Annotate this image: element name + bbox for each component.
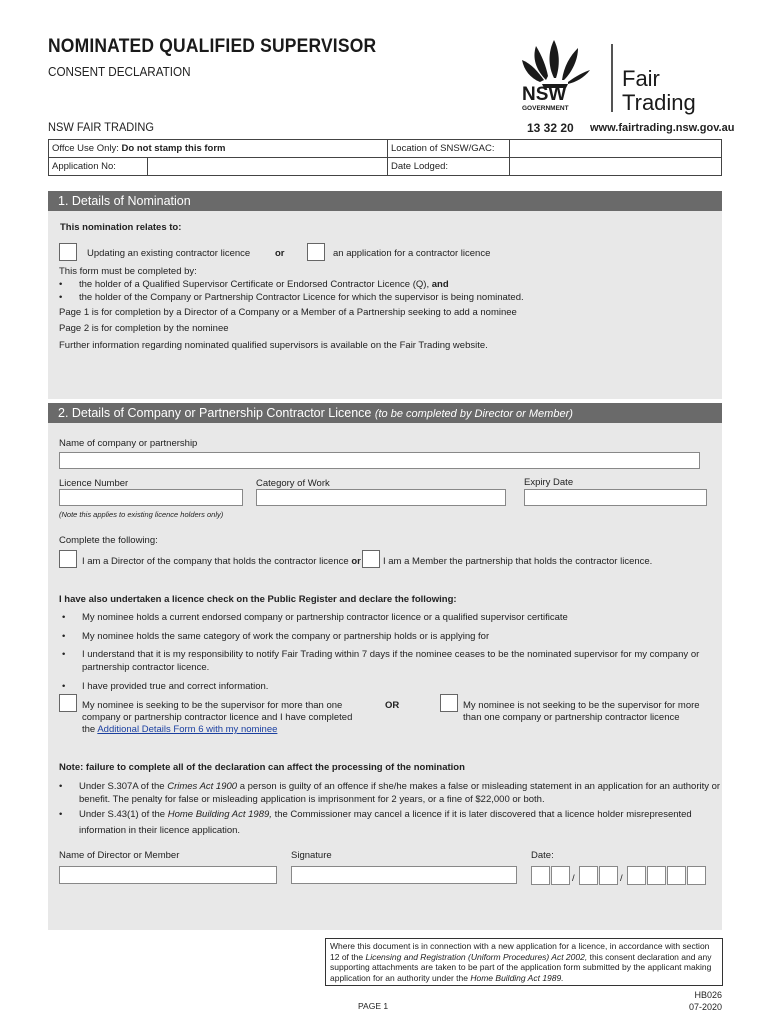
company-name-label: Name of company or partnership [59,438,198,449]
list-item-continued: information in their licence application. [79,825,241,836]
licence-number-label: Licence Number [59,478,129,489]
must-complete-label: This form must be completed by: [59,266,197,277]
date-year-digit[interactable] [687,866,706,885]
svg-text:Trading: Trading [622,90,696,115]
date-lodged-field[interactable] [510,158,722,176]
list-item: • the holder of a Qualified Supervisor Certificate or Endorsed Contractor Licence (Q), and [79,279,449,290]
svg-text:NSW: NSW [522,84,567,105]
section1-panel [48,211,722,399]
date-month-digit[interactable] [579,866,598,885]
list-item: • I understand that it is my responsibility to notify Fair Trading within 7 days if the nominee ceases to be the nominated supervisor for my company or [82,649,699,660]
form-date-code: 07-2020 [688,1002,722,1012]
page2-info: Page 2 is for completion by the nominee [59,323,229,334]
date-year-digit[interactable] [667,866,686,885]
expiry-field[interactable] [524,489,707,506]
company-name-field[interactable] [59,452,700,469]
date-slash: / [572,873,575,884]
seeking-more-checkbox[interactable] [59,694,77,712]
agency-name: NSW FAIR TRADING [48,120,154,134]
date-slash: / [620,873,623,884]
director-checkbox[interactable] [59,550,77,568]
member-label: I am a Member the partnership that holds the contractor licence. [383,556,653,567]
date-month-digit[interactable] [599,866,618,885]
or-separator: OR [385,700,400,711]
page1-info: Page 1 is for completion by a Director of a Company or a Member of a Partnership seeking to add a nominee [59,307,517,318]
list-item: • Under S.307A of the Crimes Act 1900 a person is guilty of an offence if she/he makes a false or misleading statement in an application for an authority or [79,781,720,792]
existing-note: (Note this applies to existing licence holders only) [59,510,224,519]
date-year-digit[interactable] [647,866,666,885]
application-checkbox[interactable] [307,243,325,261]
website-link[interactable]: www.fairtrading.nsw.gov.au [590,122,735,134]
list-item-continued: partnership contractor licence. [82,662,210,673]
undertaken-label: I have also undertaken a licence check on the Public Register and declare the following: [59,594,457,605]
director-name-label: Name of Director or Member [59,850,180,861]
list-item: • I have provided true and correct information. [82,681,268,692]
further-info: Further information regarding nominated qualified supervisors is available on the Fair Trading website. [59,340,488,351]
application-no-label: Application No: [49,158,148,175]
phone-number: 13 32 20 [527,121,574,135]
office-use-label: Offce Use Only: [52,143,119,154]
form-code: HB026 [694,990,722,1000]
date-day-digit[interactable] [531,866,550,885]
not-seeking-checkbox[interactable] [440,694,458,712]
director-label: I am a Director of the company that holds the contractor licence or [82,556,361,567]
or-label: or [275,248,285,259]
relates-label: This nomination relates to: [60,222,182,233]
application-label: an application for a contractor licence [333,248,491,259]
date-label: Date: [531,850,554,861]
date-day-digit[interactable] [551,866,570,885]
nsw-fair-trading-logo [518,36,728,120]
section1-heading: 1. Details of Nomination [48,191,722,211]
office-use-table [48,139,722,176]
form-title: NOMINATED QUALIFIED SUPERVISOR [48,36,377,57]
date-lodged-label: Date Lodged: [388,158,510,176]
list-item: • Under S.43(1) of the Home Building Act 1989, the Commissioner may cancel a licence if it is later discovered that a licence holder misrepresented [79,809,692,820]
expiry-label: Expiry Date [524,477,574,488]
director-name-field[interactable] [59,866,277,884]
section2-heading: 2. Details of Company or Partnership Contractor Licence (to be completed by Director or Member) [48,403,722,423]
complete-following-label: Complete the following: [59,535,158,546]
not-seeking-line1: My nominee is not seeking to be the supervisor for more [463,700,700,711]
list-item-continued: benefit. The penalty for false or misleading application is imprisonment for 2 years, or a fine of $22,000 or both. [79,794,545,805]
seeking-more-line3: the Additional Details Form 6 with my nominee [82,724,278,735]
seeking-more-line1: My nominee is seeking to be the supervisor for more than one [82,700,343,711]
updating-label: Updating an existing contractor licence [87,248,251,259]
date-year-digit[interactable] [627,866,646,885]
category-label: Category of Work [256,478,330,489]
signature-label: Signature [291,850,332,861]
location-label: Location of SNSW/GAC: [388,140,510,158]
page-number: PAGE 1 [358,1001,389,1011]
no-stamp-label: Do not stamp this form [121,143,226,154]
svg-text:GOVERNMENT: GOVERNMENT [522,105,569,112]
licence-number-field[interactable] [59,489,243,506]
signature-field[interactable] [291,866,517,884]
category-field[interactable] [256,489,506,506]
list-item: • My nominee holds the same category of work the company or partnership holds or is applying for [82,631,489,642]
failure-note: Note: failure to complete all of the declaration can affect the processing of the nomination [59,762,465,773]
form-subtitle: CONSENT DECLARATION [48,64,191,79]
location-field[interactable] [510,140,722,158]
waratah-icon [518,36,728,120]
svg-text:Fair: Fair [622,66,660,91]
updating-checkbox[interactable] [59,243,77,261]
additional-details-link[interactable]: Additional Details Form 6 with my nominee [97,724,278,735]
application-no-field[interactable] [148,158,387,175]
seeking-more-line2: company or partnership contractor licence and I have completed [82,712,353,723]
not-seeking-line2: than one company or partnership contractor licence [463,712,680,723]
member-checkbox[interactable] [362,550,380,568]
list-item: • My nominee holds a current endorsed company or partnership contractor licence or a qualified supervisor certificate [82,612,568,623]
list-item: • the holder of the Company or Partnership Contractor Licence for which the supervisor is being nominated. [79,292,524,303]
legislation-note: Where this document is in connection with a new application for a licence, in accordance with section 12 of the Licensing and Registration (Uniform Procedures) Act 2002, this consent declaration and any supporting attachments are taken to be part of the application form submitted by the applicant making application for an authority under the Home Building Act 1989. [325,938,723,986]
